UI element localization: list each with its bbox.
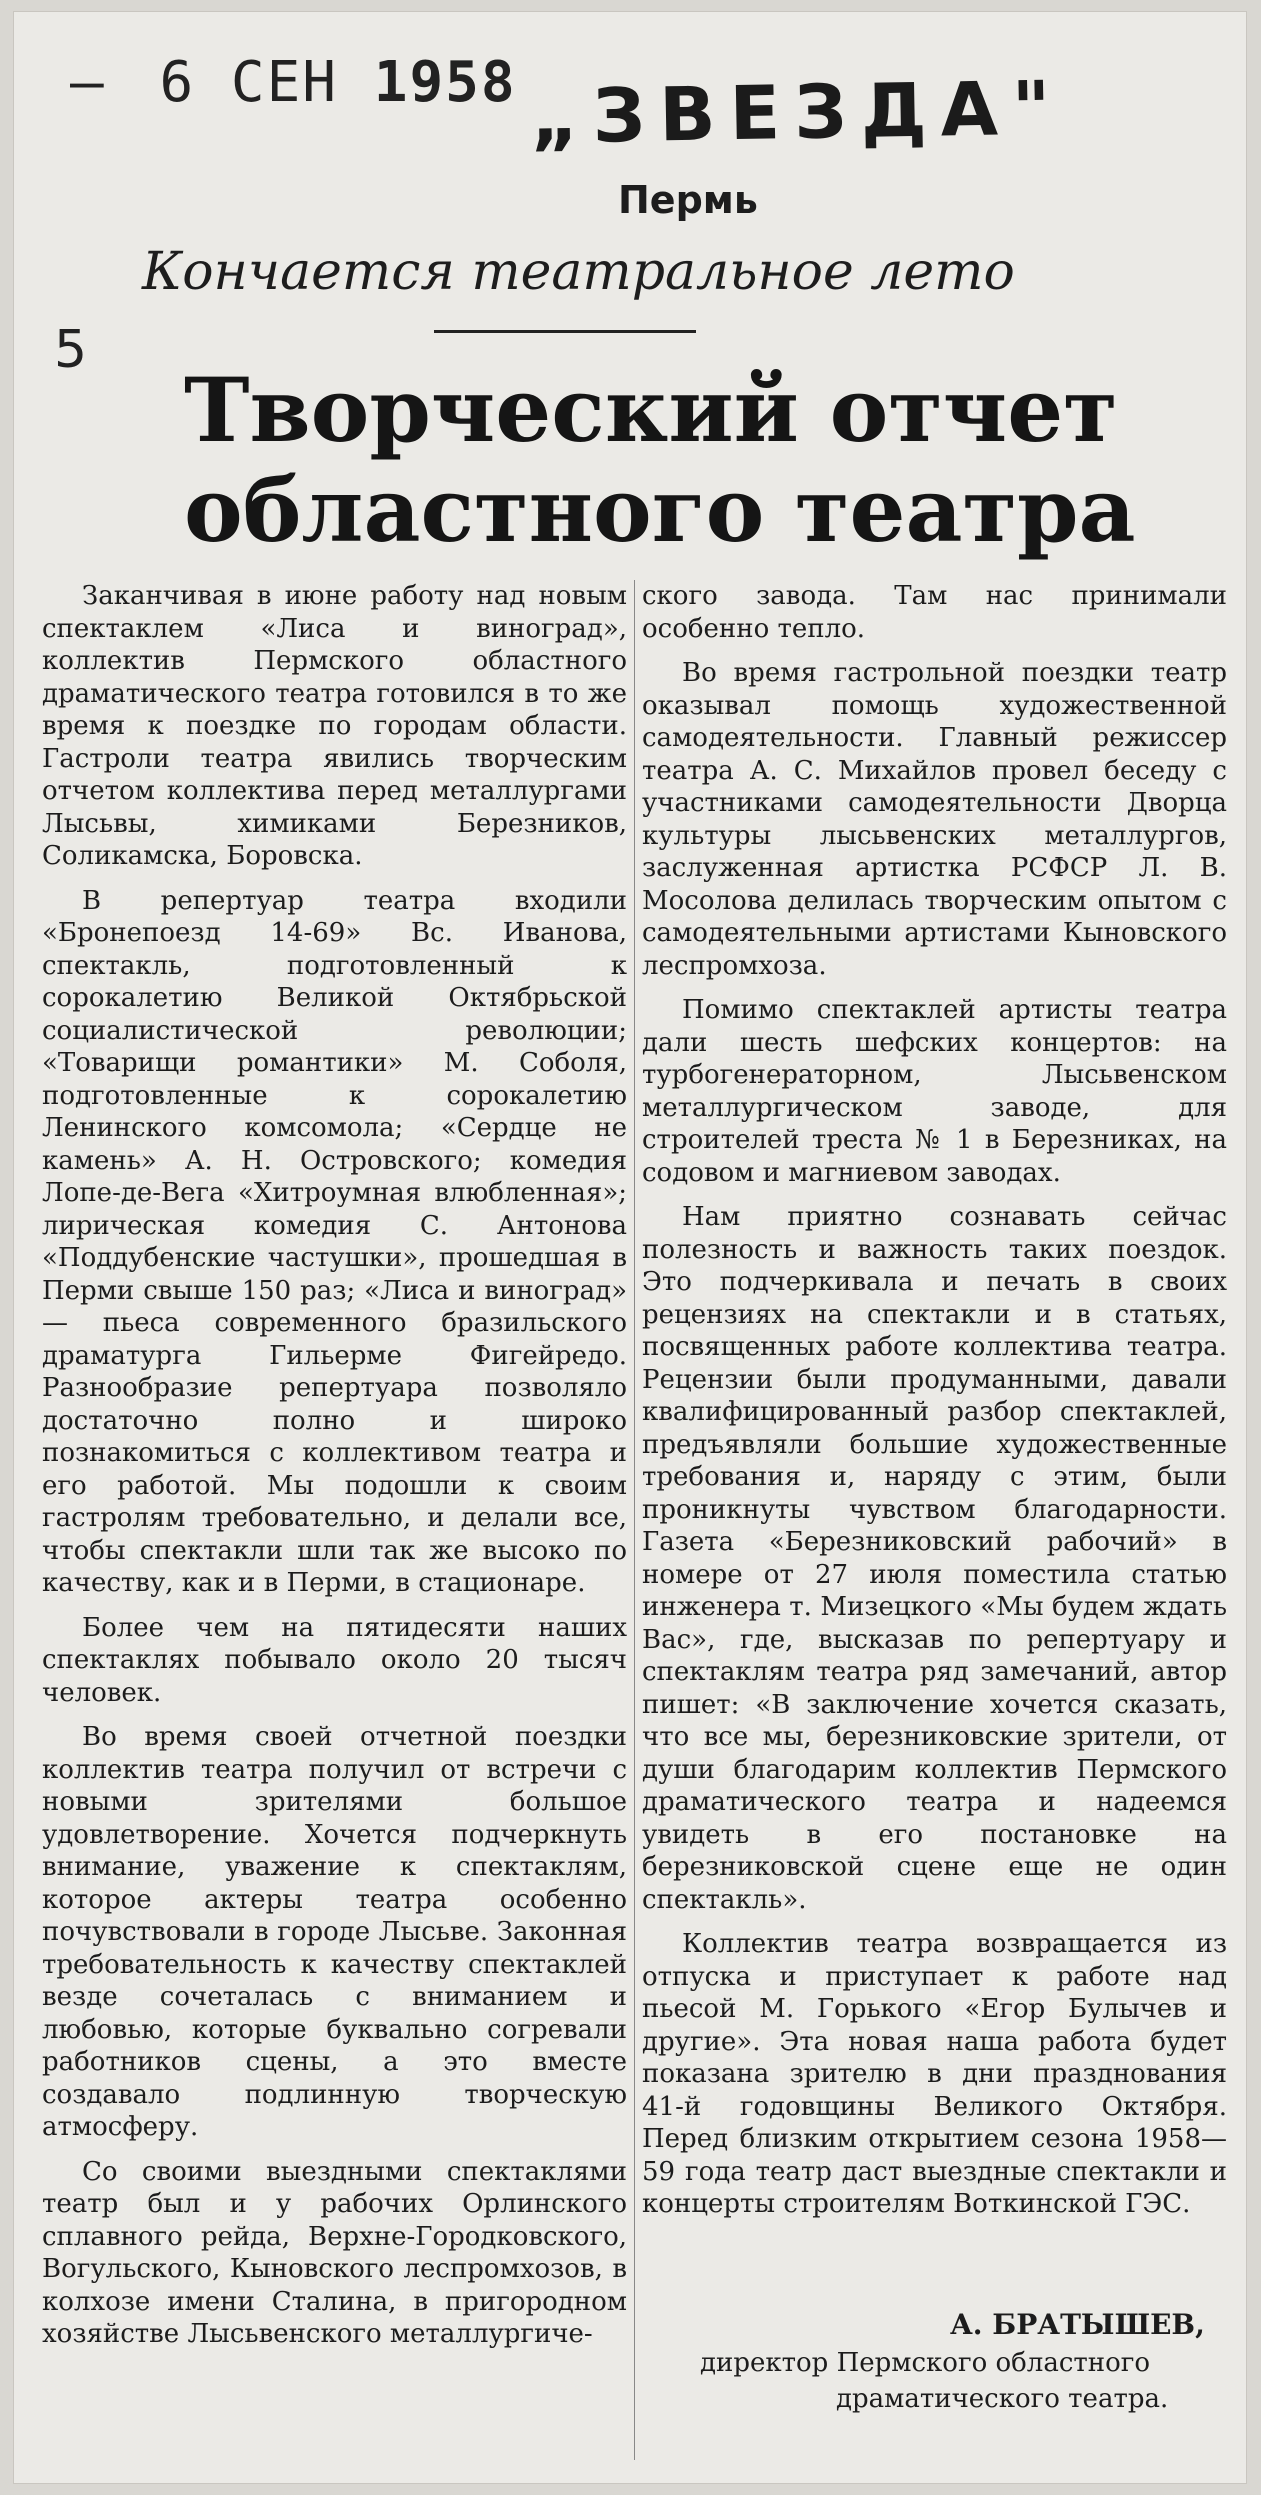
paragraph: Во время гастрольной поездки театр оказывал помощь художественной самодеятельности. Главный режиссер театра А. С. Михайлов провел беседу с участниками самодеятельности Дворца культуры лысьвенских металлургов, заслуженная артистка РСФСР Л. В. Мосолова делилась творческим опытом с самодеятельными артистами Кыновского леспромхоза. [642,658,1227,981]
headline [184,360,1144,560]
paragraph: Более чем на пятидесяти наших спектаклях побывало около 20 тысяч человек. [42,1612,627,1708]
margin-number: 5 [54,320,88,380]
stamp-year: 1958 [373,50,517,115]
article-column-left [42,580,627,2363]
paragraph: В репертуар театра входили «Бронепоезд 14-69» Вс. Иванова, спектакль, подготовленный к сорокалетию Великой Октябрьской социалистической революции; «Товарищи романтики» М. Соболя, подготовленные к сорокалетию Ленинского комсомола; «Сердце не камень» А. Н. Островского; комедия Лопе-де-Вега «Хитроумная влюбленная»; лирическая комедия С. Антонова «Поддубенские частушки», прошедшая в Перми свыше 150 раз; «Лиса и виноград» — пьеса современного бразильского драматурга Гильерме Фигейредо. Разнообразие репертуара позволяло достаточно полно и широко познакомиться с коллективом театра и его работой. Мы подошли к своим гастролям требовательно, и делали все, чтобы спектакли шли так же высоко по качеству, как и в Перми, в стационаре. [42,885,627,1598]
headline-line-2: областного театра [184,458,1136,562]
paragraph: Помимо спектаклей артисты театра дали шесть шефских концертов: на турбогенераторном, Лысьвенском металлургическом заводе, для строителей треста № 1 в Березниках, на содовом и магниевом заводах. [642,995,1227,1188]
newspaper-city: Пермь [618,178,758,222]
stamp-dash: – [70,50,106,115]
signature-position-line-1: директор Пермского областного [700,2348,1151,2378]
signature-position-line-2: драматического театра. [836,2384,1169,2414]
article-column-right [642,580,1227,2233]
column-rule [634,580,635,2460]
paragraph-continuation: ского завода. Там нас принимали особенно тепло. [642,581,1227,644]
newspaper-name: „ЗВЕЗДА" [529,65,1066,161]
paragraph: Нам приятно сознавать сейчас полезность и важность таких поездок. Это подчеркивала и печать в своих рецензиях на спектакли и в статьях, посвященных работе коллектива театра. Рецензии были продуманными, давали квалифицированный разбор спектаклей, предъявляли большие художественные требования и, наряду с этим, были проникнуты чувством благодарности. Газета «Березниковский рабочий» в номере от 27 июля поместила статью инженера т. Мизецкого «Мы будем ждать Вас», где, высказав по репертуару и спектаклям театра ряд замечаний, автор пишет: «В заключение хочется сказать, что все мы, березниковские зрители, от души благодарим коллектив Пермского драматического театра и надеемся увидеть в его постановке на березниковской сцене еще не один спектакль». [642,1202,1227,1915]
headline-line-1: Творческий отчет [184,358,1118,462]
paragraph: Во время своей отчетной поездки коллектив театра получил от встречи с новыми зрителями большое удовлетворение. Хочется подчеркнуть внимание, уважение к спектаклям, которое актеры театра особенно почувствовали в городе Лысьве. Законная требовательность к качеству спектаклей везде сочеталась с вниманием и любовью, которые буквально согревали работников сцены, а это вместе создавало подлинную творческую атмосферу. [42,1722,627,2142]
date-stamp [70,50,517,115]
paragraph: Заканчивая в июне работу над новым спектаклем «Лиса и виноград», коллектив Пермского областного драматического театра готовился в то же время к поездке по городам области. Гастроли театра явились творческим отчетом коллектива перед металлургами Лысьвы, химиками Березников, Соликамска, Боровска. [42,581,627,871]
kicker-line: Кончается театральное лето [142,242,1015,302]
divider-rule [434,330,696,333]
paragraph: Коллектив театра возвращается из отпуска и приступает к работе над пьесой М. Горького «Егор Булычев и другие». Эта новая наша работа будет показана зрителю в дни празднования 41-й годовщины Великого Октября. Перед близким открытием сезона 1958—59 года театр даст выездные спектакли и концерты строителям Воткинской ГЭС. [642,1929,1227,2219]
stamp-date: 6 СЕН [159,50,339,115]
signature-name: А. БРАТЫШЕВ, [950,2308,1205,2341]
paragraph: Со своими выездными спектаклями театр был и у рабочих Орлинского сплавного рейда, Верхне-Городковского, Вогульского, Кыновского леспромхозов, в колхозе имени Сталина, в пригородном хозяйстве Лысьвенского металлургиче- [42,2156,627,2349]
